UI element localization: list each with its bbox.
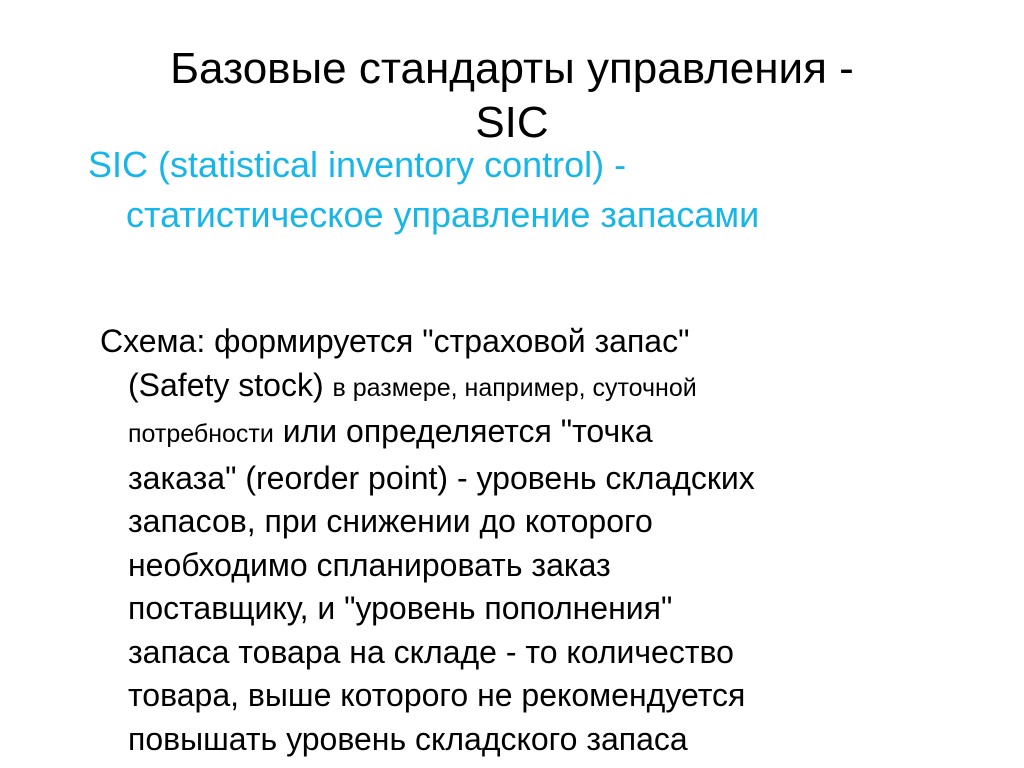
body-line-2-term: (Safety stock) bbox=[128, 366, 333, 403]
body-line-6: необходимо спланировать заказ bbox=[128, 546, 611, 583]
title-line-2: SIC bbox=[475, 98, 549, 147]
body-line-7: поставщику, и "уровень пополнения" bbox=[128, 590, 673, 626]
body-line-3-text: или определяется "точка bbox=[273, 413, 653, 449]
intro-definition bbox=[88, 140, 988, 240]
body-line-4: заказа" (reorder point) - уровень складских bbox=[128, 459, 755, 496]
intro-line-2: статистическое управление запасами bbox=[126, 194, 760, 235]
slide-title bbox=[60, 42, 964, 150]
body-line-1: Схема: формируется "страховой запас" bbox=[100, 323, 690, 359]
body-line-2-note: в размере, например, суточной bbox=[332, 373, 697, 402]
body-line-3-note: потребности bbox=[128, 420, 274, 448]
body-line-9: товара, выше которого не рекомендуется bbox=[128, 677, 746, 713]
body-line-5: запасов, при снижении до которого bbox=[128, 503, 653, 539]
body-line-8: запаса товара на складе - то количество bbox=[128, 633, 734, 670]
intro-line-1: SIC (statistical inventory control) - bbox=[88, 144, 627, 185]
body-line-3 bbox=[100, 410, 980, 457]
body-line-10: повышать уровень складского запаса bbox=[128, 720, 688, 757]
body-line-2 bbox=[100, 364, 980, 411]
title-line-1: Базовые стандарты управления - bbox=[170, 44, 854, 93]
body-text bbox=[100, 320, 980, 761]
